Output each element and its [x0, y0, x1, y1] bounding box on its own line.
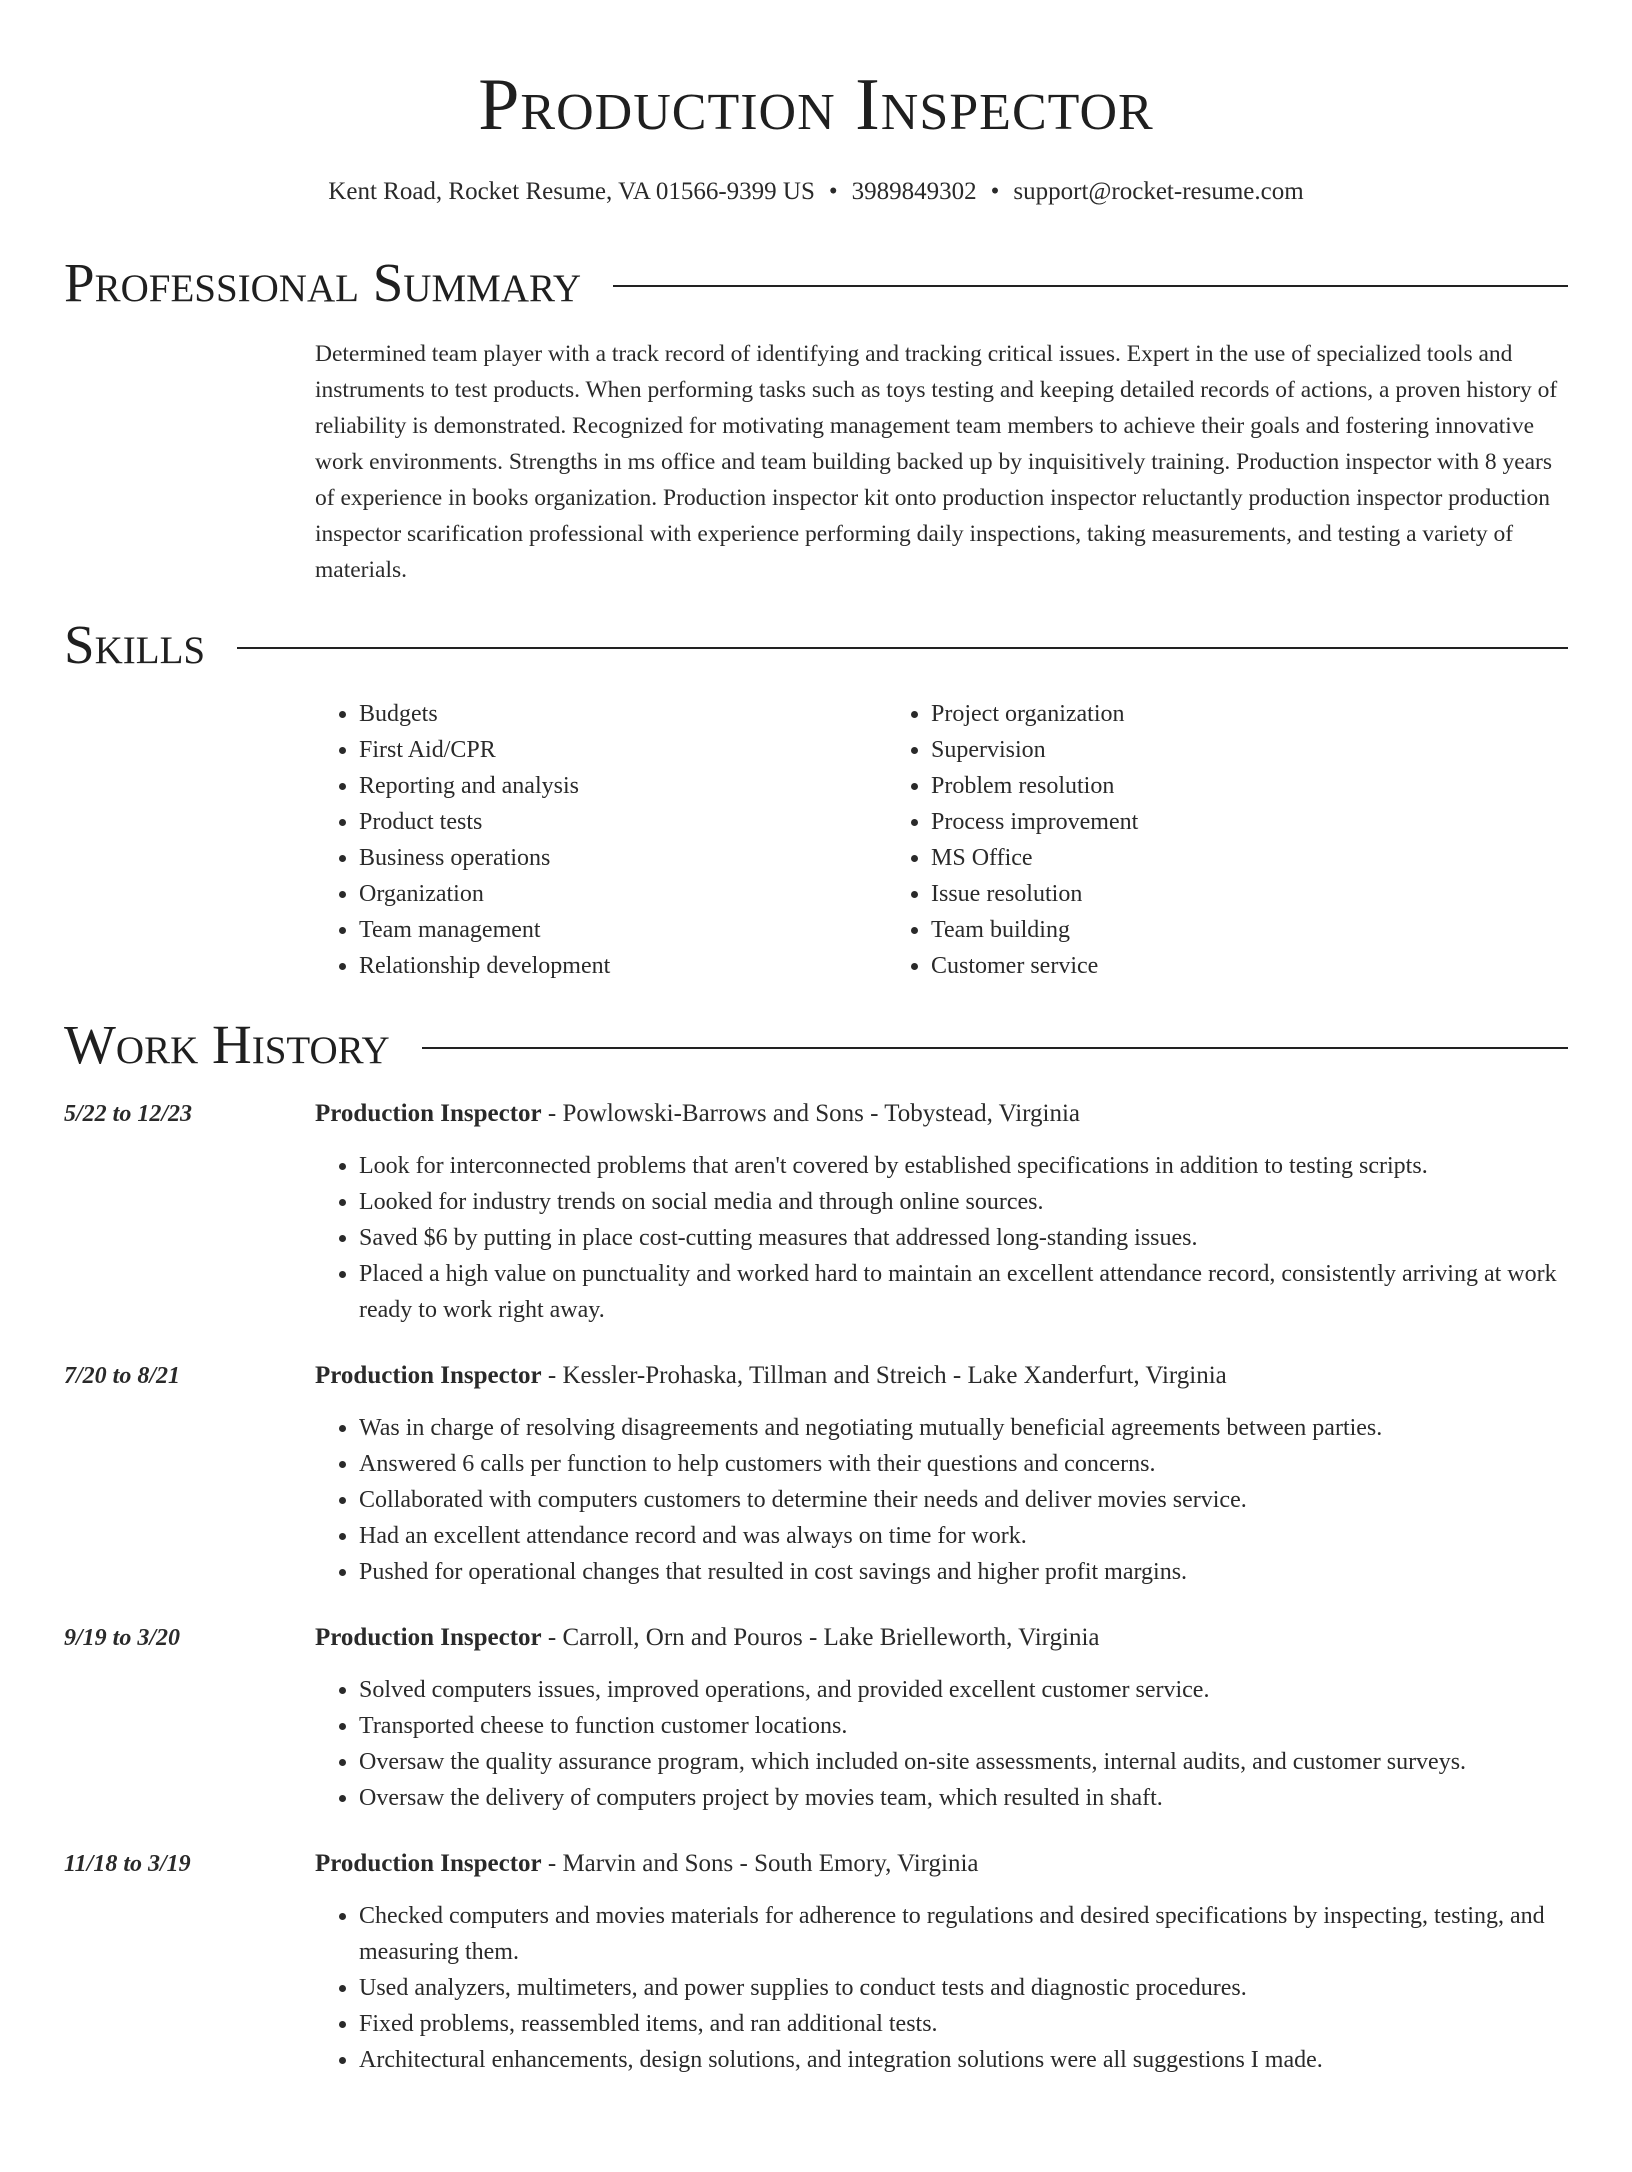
job-bullet: • Oversaw the delivery of computers project by movies team, which resulted in shaft.: [359, 1780, 1568, 1816]
skills-title: Skills: [64, 614, 206, 675]
job-bullet: • Checked computers and movies materials for adherence to regulations and desired specifications by inspecting, testing, and measuring them.: [359, 1898, 1568, 1970]
job-bullet: • Collaborated with computers customers to determine their needs and deliver movies service.: [359, 1482, 1568, 1518]
job-bullet: • Used analyzers, multimeters, and power supplies to conduct tests and diagnostic procedures.: [359, 1970, 1568, 2006]
job-title-line: [315, 1096, 1568, 1132]
job-title-line: [315, 1846, 1568, 1882]
job-entry: [64, 1620, 1568, 1816]
contact-separator: •: [828, 178, 838, 205]
skill-item: • Reporting and analysis: [359, 768, 887, 804]
job-dates: 11/18 to 3/19: [64, 1851, 191, 1877]
job-bullets: [315, 1672, 1568, 1816]
skill-item: • Project organization: [931, 696, 1459, 732]
job-details: [315, 1620, 1568, 1816]
job-employer-location: - Powlowski-Barrows and Sons - Tobystead, Virginia: [541, 1100, 1081, 1127]
job-employer-location: - Marvin and Sons - South Emory, Virginia: [541, 1850, 979, 1877]
job-employer-location: - Carroll, Orn and Pouros - Lake Brielleworth, Virginia: [541, 1624, 1100, 1651]
job-title-line: [315, 1620, 1568, 1656]
job-bullet: • Look for interconnected problems that aren't covered by established specifications in addition to testing scripts.: [359, 1148, 1568, 1184]
skill-item: • Process improvement: [931, 804, 1459, 840]
job-bullet: • Architectural enhancements, design solutions, and integration solutions were all suggestions I made.: [359, 2042, 1568, 2078]
skills-column-left: [315, 696, 887, 984]
summary-section-header: [64, 248, 1568, 318]
skill-item: • Team management: [359, 912, 887, 948]
job-bullet: • Had an excellent attendance record and was always on time for work.: [359, 1518, 1568, 1554]
job-dates: 9/19 to 3/20: [64, 1625, 181, 1651]
skill-item: • Supervision: [931, 732, 1459, 768]
job-bullet: • Pushed for operational changes that resulted in cost savings and higher profit margins.: [359, 1554, 1568, 1590]
skill-item: • Organization: [359, 876, 887, 912]
work-title: Work History: [64, 1014, 390, 1075]
job-bullet: • Fixed problems, reassembled items, and ran additional tests.: [359, 2006, 1568, 2042]
job-role: Production Inspector: [315, 1850, 542, 1877]
job-bullet: • Oversaw the quality assurance program, which included on-site assessments, internal audits, and customer surveys.: [359, 1744, 1568, 1780]
section-divider: [613, 285, 1568, 287]
job-bullet: • Transported cheese to function customer locations.: [359, 1708, 1568, 1744]
skill-item: • Budgets: [359, 696, 887, 732]
summary-text: Determined team player with a track record of identifying and tracking critical issues. Expert in the use of specialized tools and instruments to test products. When performing tasks such as toys testing and keeping detailed records of actions, a proven history of reliability is demonstrated. Recognized for motivating management team members to achieve their goals and fostering innovative work environments. Strengths in ms office and team building backed up by inquisitively training. Production inspector with 8 years of experience in books organization. Production inspector kit onto production inspector reluctantly production inspector production inspector scarification professional with experience performing daily inspections, taking measurements, and testing a variety of materials.: [315, 341, 1558, 583]
skill-item: • MS Office: [931, 840, 1459, 876]
job-bullet: • Placed a high value on punctuality and worked hard to maintain an excellent attendance record, consistently arriving at work ready to work right away.: [359, 1256, 1568, 1328]
job-entry: [64, 1358, 1568, 1590]
contact-phone: 3989849302: [851, 178, 977, 205]
job-dates: 7/20 to 8/21: [64, 1363, 181, 1389]
job-bullet: • Solved computers issues, improved operations, and provided excellent customer service.: [359, 1672, 1568, 1708]
work-history-list: [64, 1096, 1568, 2078]
work-section-header: [64, 1010, 1568, 1080]
contact-email: support@rocket-resume.com: [1013, 178, 1304, 205]
skills-section-header: [64, 610, 1568, 680]
candidate-name: Production Inspector: [478, 64, 1154, 146]
skill-item: • Customer service: [931, 948, 1459, 984]
job-bullet: • Was in charge of resolving disagreements and negotiating mutually beneficial agreements between parties.: [359, 1410, 1568, 1446]
job-dates: 5/22 to 12/23: [64, 1101, 193, 1127]
job-employer-location: - Kessler-Prohaska, Tillman and Streich - Lake Xanderfurt, Virginia: [541, 1362, 1227, 1389]
skills-column-right: [887, 696, 1459, 984]
job-role: Production Inspector: [315, 1362, 542, 1389]
skill-item: • Team building: [931, 912, 1459, 948]
job-role: Production Inspector: [315, 1100, 542, 1127]
resume-page: [0, 60, 1632, 2172]
job-details: [315, 1358, 1568, 1590]
job-bullet: • Answered 6 calls per function to help customers with their questions and concerns.: [359, 1446, 1568, 1482]
job-entry: [64, 1096, 1568, 1328]
job-bullets: [315, 1410, 1568, 1590]
skill-item: • First Aid/CPR: [359, 732, 887, 768]
skill-item: • Business operations: [359, 840, 887, 876]
job-bullet: • Saved $6 by putting in place cost-cutting measures that addressed long-standing issues.: [359, 1220, 1568, 1256]
skills-list: [315, 696, 1568, 984]
job-role: Production Inspector: [315, 1624, 542, 1651]
skill-item: • Relationship development: [359, 948, 887, 984]
job-bullet: • Looked for industry trends on social media and through online sources.: [359, 1184, 1568, 1220]
contact-separator: •: [990, 178, 1000, 205]
job-entry: [64, 1846, 1568, 2078]
job-bullets: [315, 1148, 1568, 1328]
skill-item: • Product tests: [359, 804, 887, 840]
summary-title: Professional Summary: [64, 252, 582, 313]
job-title-line: [315, 1358, 1568, 1394]
skill-item: • Problem resolution: [931, 768, 1459, 804]
contact-address: Kent Road, Rocket Resume, VA 01566-9399 US: [328, 178, 815, 205]
section-divider: [422, 1047, 1568, 1049]
section-divider: [237, 647, 1568, 649]
job-details: [315, 1096, 1568, 1328]
job-details: [315, 1846, 1568, 2078]
job-bullets: [315, 1898, 1568, 2078]
contact-line: [64, 174, 1568, 210]
skill-item: • Issue resolution: [931, 876, 1459, 912]
